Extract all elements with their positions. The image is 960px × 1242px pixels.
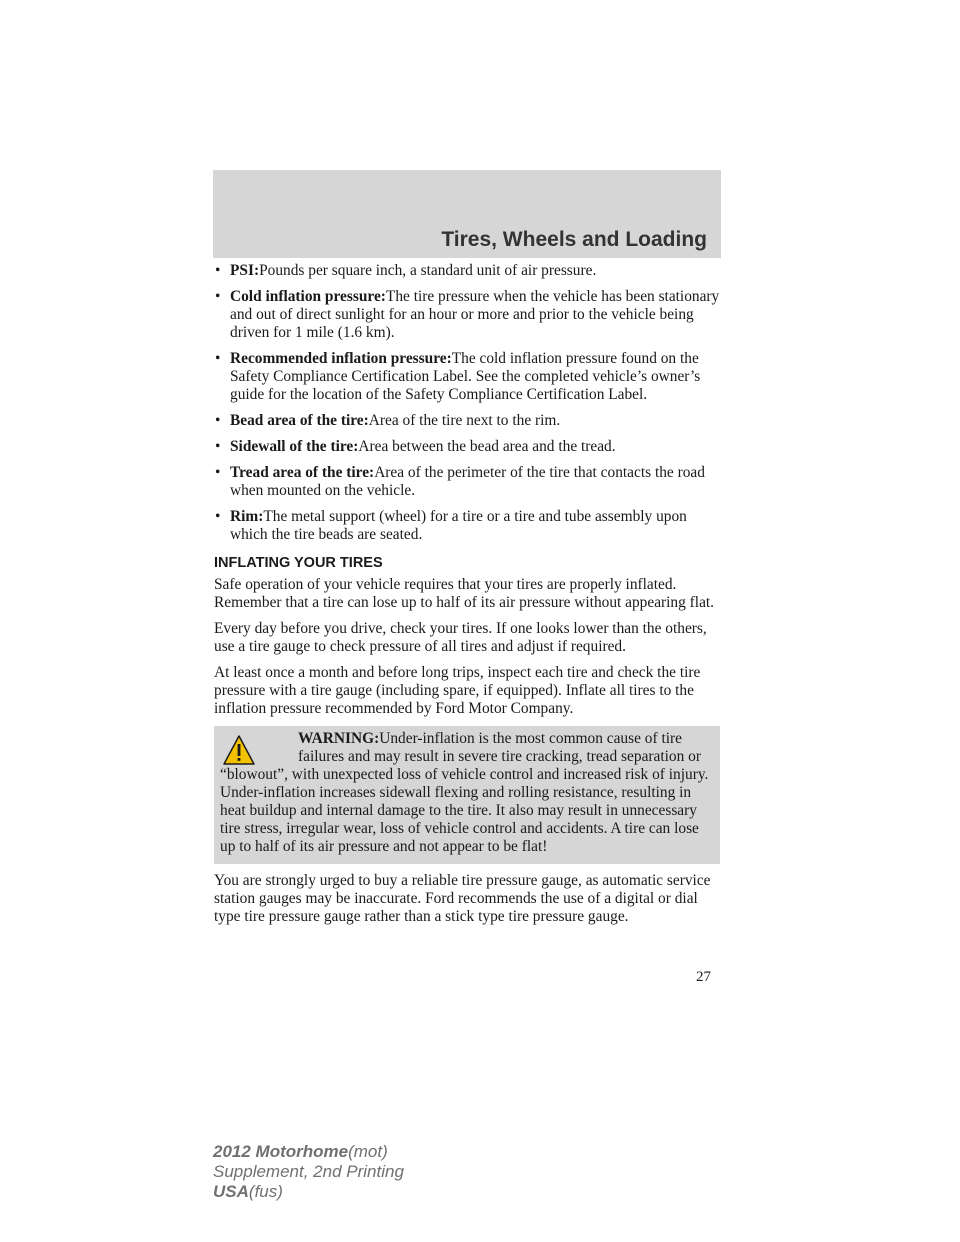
warning-label: WARNING: — [298, 730, 380, 747]
footer-line: Supplement, 2nd Printing — [213, 1162, 404, 1181]
page-content — [214, 262, 720, 934]
definition-item — [214, 350, 720, 404]
definition-text: Area between the bead area and the tread. — [358, 438, 616, 455]
section-heading: INFLATING YOUR TIRES — [214, 555, 383, 571]
definition-text: The cold inflation pressure found on the Safety Compliance Certification Label. See the completed vehicle’s owner’s guide for the location of the Safety Compliance Certification Label. — [230, 350, 701, 403]
definition-item — [214, 438, 720, 456]
definition-item — [214, 262, 720, 280]
definition-item — [214, 288, 720, 342]
definition-text: Area of the perimeter of the tire that contacts the road when mounted on the vehicle. — [230, 464, 705, 499]
footer-code: (mot) — [348, 1142, 388, 1161]
footer-code: (fus) — [248, 1182, 283, 1201]
footer-line — [213, 1142, 404, 1162]
chapter-title: Tires, Wheels and Loading — [441, 228, 707, 251]
header-band — [213, 170, 721, 258]
definition-term: PSI: — [230, 262, 260, 279]
paragraph: At least once a month and before long trips, inspect each tire and check the tire pressure with a tire gauge (including spare, if equipped). Inflate all tires to the inflation pressure recommended by Ford Motor Company. — [214, 664, 701, 717]
definition-term: Cold inflation pressure: — [230, 288, 386, 305]
footer-line — [213, 1182, 404, 1202]
paragraph: You are strongly urged to buy a reliable tire pressure gauge, as automatic service station gauges may be inaccurate. Ford recommends the use of a digital or dial type tire pressure gauge rather than a stick type tire pressure gauge. — [214, 872, 711, 925]
print-footer — [213, 1142, 404, 1202]
footer-market: USA — [213, 1182, 249, 1201]
paragraph: Every day before you drive, check your tires. If one looks lower than the others, use a tire gauge to check pressure of all tires and adjust if required. — [214, 620, 707, 655]
warning-text: Under-inflation is the most common cause of tire failures and may result in severe tire cracking, tread separation or “blowout”, with unexpected loss of vehicle control and increased risk of injury. Under-inflation increases sidewall flexing and rolling resistance, resulting in heat buildup and internal damage to the tire. It also may result in unnecessary tire stress, irregular wear, loss of vehicle control and accidents. A tire can lose up to half of its air pressure and not appear to be flat! — [220, 730, 709, 855]
definition-text: Pounds per square inch, a standard unit of air pressure. — [259, 262, 597, 279]
definition-list — [214, 262, 720, 544]
footer-model: 2012 Motorhome — [213, 1142, 349, 1161]
definition-term: Sidewall of the tire: — [230, 438, 359, 455]
definition-item — [214, 412, 720, 430]
definition-term: Rim: — [230, 508, 264, 525]
definition-item — [214, 464, 720, 500]
definition-term: Bead area of the tire: — [230, 412, 369, 429]
definition-text: The tire pressure when the vehicle has been stationary and out of direct sunlight for an hour or more and prior to the vehicle being driven for 1 mile (1.6 km). — [230, 288, 720, 341]
definition-term: Tread area of the tire: — [230, 464, 375, 481]
definition-text: Area of the tire next to the rim. — [368, 412, 561, 429]
warning-triangle-icon — [222, 734, 256, 766]
page-number: 27 — [696, 969, 711, 985]
warning-box — [214, 726, 720, 864]
definition-text: The metal support (wheel) for a tire or a tire and tube assembly upon which the tire beads are seated. — [230, 508, 687, 543]
definition-item — [214, 508, 720, 544]
paragraph: Safe operation of your vehicle requires that your tires are properly inflated. Remember that a tire can lose up to half of its air pressure without appearing flat. — [214, 576, 715, 611]
definition-term: Recommended inflation pressure: — [230, 350, 452, 367]
